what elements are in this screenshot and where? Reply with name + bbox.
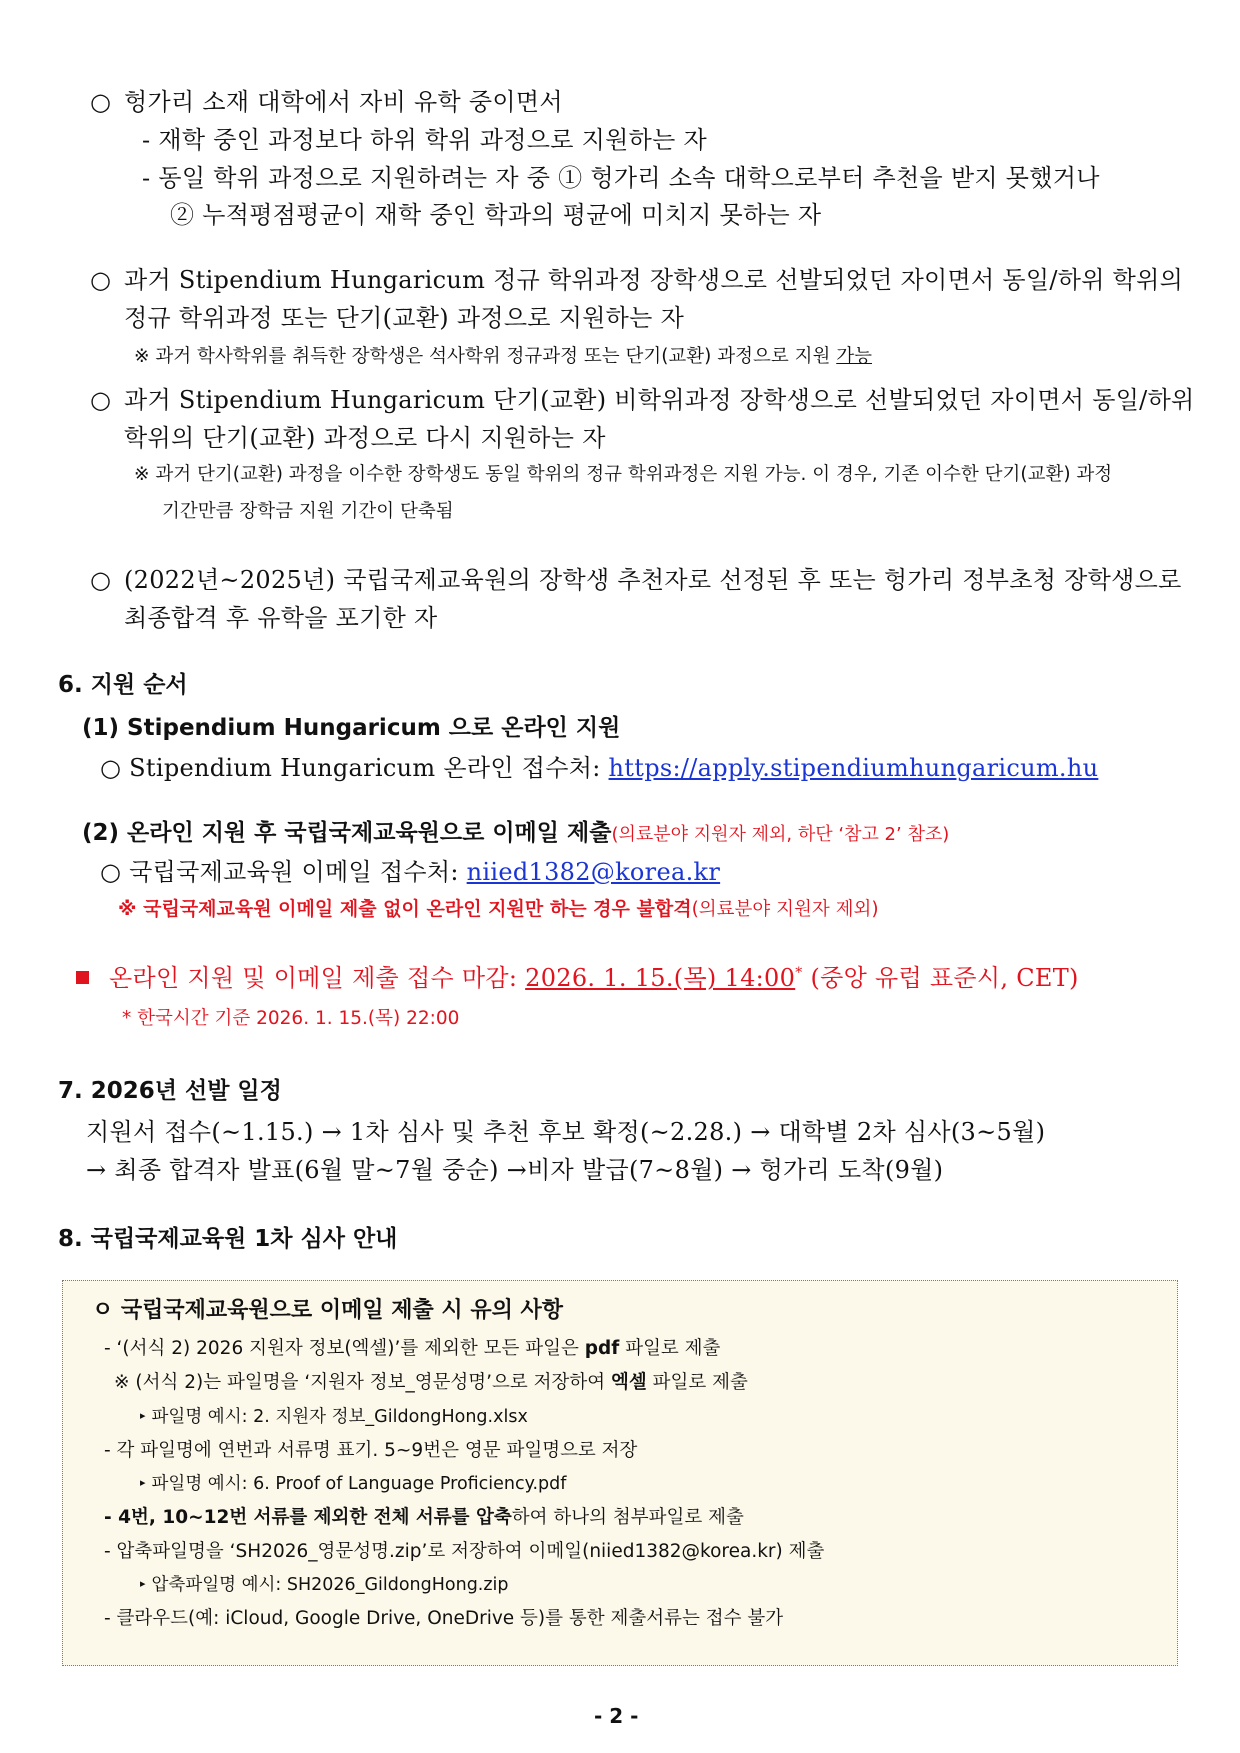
- bullet-item: ○ 과거 Stipendium Hungaricum 단기(교환) 비학위과정 장학생으로 선발되었던 자이면서 동일/하위: [90, 386, 1195, 414]
- bullet-item-cont: 정규 학위과정 또는 단기(교환) 과정으로 지원하는 자: [124, 304, 685, 332]
- deadline: 온라인 지원 및 이메일 제출 접수 마감: 2026. 1. 15.(목) 14:00* (중앙 유럽 표준시, CET): [76, 966, 1079, 990]
- notice-item: - ‘(서식 2) 2026 지원자 정보(엑셀)’를 제외한 모든 파일은 pdf 파일로 제출: [104, 1338, 721, 1359]
- sub-item-cont: ② 누적평점평균이 재학 중인 학과의 평균에 미치지 못하는 자: [170, 201, 822, 229]
- example-item: ▸ 압축파일명 예시: SH2026_GildongHong.zip: [140, 1575, 509, 1595]
- sub-item: - 동일 학위 과정으로 지원하려는 자 중 ① 헝가리 소속 대학으로부터 추천을 받지 못했거나: [142, 164, 1100, 192]
- bullet-item: ○ 과거 Stipendium Hungaricum 정규 학위과정 장학생으로 선발되었던 자이면서 동일/하위 학위의: [90, 266, 1184, 294]
- notice-item: - 클라우드(예: iCloud, Google Drive, OneDrive 등)를 통한 제출서류는 접수 불가: [104, 1608, 784, 1629]
- sub-item: - 재학 중인 과정보다 하위 학위 과정으로 지원하는 자: [142, 126, 708, 154]
- email-item: ○ 국립국제교육원 이메일 접수처: niied1382@korea.kr: [100, 858, 721, 886]
- note: ※ 과거 학사학위를 취득한 장학생은 석사학위 정규과정 또는 단기(교환) 과정으로 지원 가능: [134, 346, 872, 367]
- triangle-bullet-icon: ▸: [140, 1476, 146, 1489]
- email-link[interactable]: niied1382@korea.kr: [466, 858, 721, 886]
- bullet-item: ○ (2022년~2025년) 국립국제교육원의 장학생 추천자로 선정된 후 또는 헝가리 정부초청 장학생으로: [90, 566, 1182, 594]
- notice-item: - 압축파일명을 ‘SH2026_영문성명.zip’로 저장하여 이메일(niied1382@korea.kr) 제출: [104, 1541, 825, 1562]
- bullet-item-cont: 학위의 단기(교환) 과정으로 다시 지원하는 자: [124, 424, 606, 452]
- subsection-heading: (2) 온라인 지원 후 국립국제교육원으로 이메일 제출(의료분야 지원자 제외, 하단 ‘참고 2’ 참조): [82, 820, 950, 846]
- apply-link[interactable]: https://apply.stipendiumhungaricum.hu: [608, 754, 1099, 782]
- warning-note: ※ 국립국제교육원 이메일 제출 없이 온라인 지원만 하는 경우 불합격(의료분야 지원자 제외): [118, 898, 879, 920]
- page-number: - 2 -: [594, 1704, 639, 1728]
- circle-bullet-icon: ○: [90, 566, 112, 594]
- notice-heading: ㅇ 국립국제교육원으로 이메일 제출 시 유의 사항: [92, 1298, 563, 1323]
- notice-item: - 각 파일명에 연번과 서류명 표기. 5~9번은 영문 파일명으로 저장: [104, 1440, 638, 1461]
- circle-bullet-icon: ○: [90, 266, 112, 294]
- note: ※ 과거 단기(교환) 과정을 이수한 장학생도 동일 학위의 정규 학위과정은 지원 가능. 이 경우, 기존 이수한 단기(교환) 과정: [134, 464, 1113, 485]
- bullet-item-cont: 최종합격 후 유학을 포기한 자: [124, 604, 438, 632]
- note-cont: 기간만큼 장학금 지원 기간이 단축됨: [162, 501, 454, 522]
- circle-bullet-icon: ○: [90, 386, 112, 414]
- circle-bullet-icon: ○: [90, 88, 112, 116]
- square-bullet-icon: [76, 971, 89, 984]
- section-heading: 6. 지원 순서: [58, 672, 188, 698]
- online-apply-item: ○ Stipendium Hungaricum 온라인 접수처: https://apply.stipendiumhungaricum.hu: [100, 754, 1099, 782]
- section-heading: 7. 2026년 선발 일정: [58, 1078, 282, 1104]
- example-item: ▸ 파일명 예시: 6. Proof of Language Proficiency.pdf: [140, 1474, 567, 1494]
- subsection-heading: (1) Stipendium Hungaricum 으로 온라인 지원: [82, 715, 621, 741]
- notice-item: ※ (서식 2)는 파일명을 ‘지원자 정보_영문성명’으로 저장하여 엑셀 파일로 제출: [114, 1372, 748, 1393]
- notice-item: - 4번, 10~12번 서류를 제외한 전체 서류를 압축하여 하나의 첨부파일로 제출: [104, 1507, 744, 1528]
- section-heading: 8. 국립국제교육원 1차 심사 안내: [58, 1226, 398, 1252]
- example-item: ▸ 파일명 예시: 2. 지원자 정보_GildongHong.xlsx: [140, 1407, 528, 1427]
- triangle-bullet-icon: ▸: [140, 1409, 146, 1422]
- bullet-item: ○ 헝가리 소재 대학에서 자비 유학 중이면서: [90, 88, 563, 116]
- kst-note: * 한국시간 기준 2026. 1. 15.(목) 22:00: [122, 1008, 460, 1029]
- schedule-line: 지원서 접수(~1.15.) → 1차 심사 및 추천 후보 확정(~2.28.) → 대학별 2차 심사(3~5월): [86, 1118, 1046, 1146]
- triangle-bullet-icon: ▸: [140, 1577, 146, 1590]
- schedule-line: → 최종 합격자 발표(6월 말~7월 중순) →비자 발급(7~8월) → 헝가리 도착(9월): [86, 1156, 944, 1184]
